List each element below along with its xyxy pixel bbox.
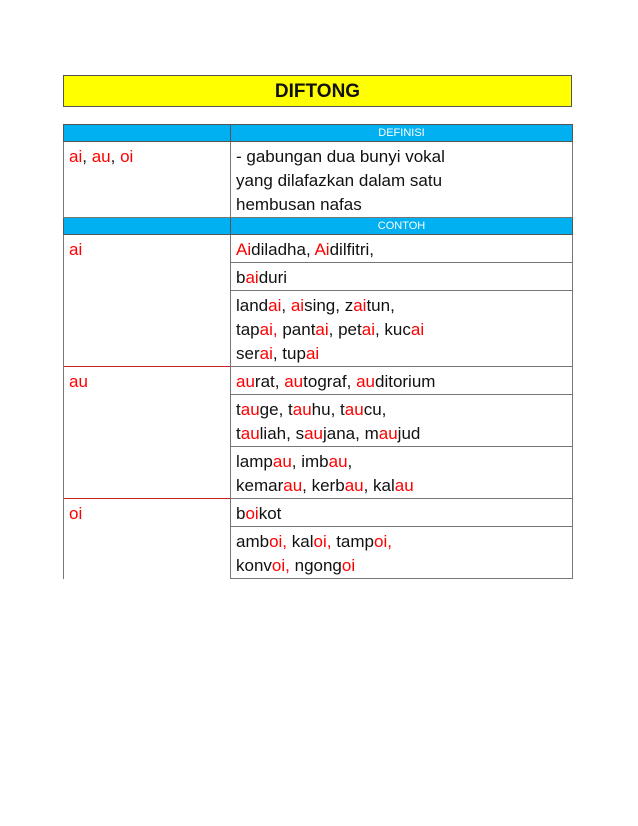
- term-au: au: [91, 147, 111, 166]
- word-part: konv: [236, 556, 272, 575]
- word-part: tograf,: [303, 372, 357, 391]
- word-part: land: [236, 296, 269, 315]
- diphthong: oi: [245, 504, 259, 523]
- example-cell: [231, 291, 573, 367]
- diphthong: ai: [305, 344, 320, 363]
- word-part: sing, z: [304, 296, 354, 315]
- example-line: [236, 474, 567, 498]
- definition-term: [64, 142, 231, 218]
- word-part: jud: [397, 424, 421, 443]
- word-part: kal: [287, 532, 314, 551]
- word-part: dilfitri,: [329, 240, 374, 259]
- diphthong: ai: [290, 296, 305, 315]
- word-part: duri: [258, 268, 288, 287]
- term-ai: ai: [69, 147, 83, 166]
- diphthong: oi,: [374, 532, 392, 551]
- word-part: b: [236, 268, 246, 287]
- word-part: diladha,: [251, 240, 315, 259]
- word-part: tap: [236, 320, 260, 339]
- word-part: b: [236, 504, 246, 523]
- example-cell: [231, 395, 573, 447]
- header-blank-cell: [64, 218, 231, 235]
- diphthong: au: [272, 452, 292, 471]
- diphthong: Ai: [236, 240, 252, 259]
- term-sep: ,: [82, 147, 92, 166]
- label-text: oi: [69, 504, 83, 523]
- diphthong: au: [344, 400, 364, 419]
- example-line: [236, 398, 567, 422]
- word-part: t: [236, 400, 241, 419]
- example-line: [236, 318, 567, 342]
- diphthong: au: [304, 424, 323, 443]
- word-part: , imb: [291, 452, 329, 471]
- diphthong: au: [292, 400, 312, 419]
- word-part: ,: [347, 452, 353, 471]
- definition-line: yang dilafazkan dalam satu: [236, 171, 443, 190]
- diphthong: ai: [361, 320, 375, 339]
- diphthong: oi,: [269, 532, 288, 551]
- example-cell: [231, 499, 573, 527]
- example-label-au: [64, 367, 231, 499]
- diphthong: Ai: [314, 240, 330, 259]
- example-line: [236, 502, 567, 526]
- example-line: [236, 370, 567, 394]
- page-title: DIFTONG: [63, 75, 572, 107]
- diphthong: au: [394, 476, 414, 495]
- definisi-header: DEFINISI: [231, 125, 573, 142]
- word-part: tamp: [331, 532, 375, 551]
- example-line: [236, 238, 567, 262]
- diphthong: ai: [410, 320, 425, 339]
- diphthong: au: [328, 452, 348, 471]
- definition-line: - gabungan dua bunyi vokal: [236, 147, 445, 166]
- word-part: pant: [277, 320, 316, 339]
- example-line: [236, 294, 567, 318]
- example-cell: [231, 527, 573, 579]
- diphthong: ai,: [259, 320, 278, 339]
- example-row-oi: [64, 499, 573, 527]
- word-part: , tup: [272, 344, 306, 363]
- diphthong: oi,: [271, 556, 290, 575]
- label-text: ai: [69, 240, 83, 259]
- word-part: ,: [281, 296, 291, 315]
- example-label-ai: [64, 235, 231, 367]
- diphthong: au: [240, 400, 260, 419]
- diphthong: oi: [341, 556, 356, 575]
- example-row-au: [64, 367, 573, 395]
- term-sep: ,: [110, 147, 121, 166]
- word-part: kot: [258, 504, 282, 523]
- diphthong: au: [283, 476, 303, 495]
- diphthong: au: [378, 424, 398, 443]
- definition-line: hembusan nafas: [236, 195, 362, 214]
- example-cell: [231, 367, 573, 395]
- example-line: [236, 530, 567, 554]
- definition-text: [231, 142, 573, 218]
- example-line: [236, 450, 567, 474]
- word-part: ge, t: [259, 400, 293, 419]
- word-part: cu,: [363, 400, 387, 419]
- diphthong: ai: [245, 268, 259, 287]
- example-line: [236, 266, 567, 290]
- diphthong: au: [236, 372, 255, 391]
- word-part: amb: [236, 532, 270, 551]
- word-part: lamp: [236, 452, 273, 471]
- word-part: ditorium: [374, 372, 436, 391]
- diftong-table: [63, 124, 573, 579]
- example-cell: [231, 235, 573, 263]
- contoh-header: CONTOH: [231, 218, 573, 235]
- diphthong: oi,: [313, 532, 332, 551]
- word-part: , kal: [363, 476, 395, 495]
- label-text: au: [69, 372, 88, 391]
- diphthong: ai: [353, 296, 367, 315]
- example-cell: [231, 447, 573, 499]
- definition-row: [64, 142, 573, 218]
- word-part: tun,: [366, 296, 395, 315]
- definisi-header-row: [64, 125, 573, 142]
- word-part: hu, t: [311, 400, 345, 419]
- word-part: ser: [236, 344, 260, 363]
- word-part: , kuc: [374, 320, 411, 339]
- word-part: liah, s: [259, 424, 305, 443]
- diphthong: ai: [315, 320, 329, 339]
- example-line: [236, 342, 567, 366]
- word-part: , kerb: [302, 476, 345, 495]
- word-part: t: [236, 424, 241, 443]
- example-label-oi: [64, 499, 231, 579]
- header-blank-cell: [64, 125, 231, 142]
- word-part: jana, m: [323, 424, 379, 443]
- contoh-header-row: [64, 218, 573, 235]
- term-oi: oi: [120, 147, 134, 166]
- example-row-ai: [64, 235, 573, 263]
- word-part: , pet: [328, 320, 362, 339]
- word-part: ngong: [289, 556, 342, 575]
- example-line: [236, 422, 567, 446]
- diphthong: ai: [259, 344, 273, 363]
- diphthong: au: [240, 424, 260, 443]
- diphthong: ai: [268, 296, 282, 315]
- example-cell: [231, 263, 573, 291]
- word-part: rat,: [254, 372, 285, 391]
- diphthong: au: [284, 372, 304, 391]
- diphthong: au: [356, 372, 375, 391]
- word-part: kemar: [236, 476, 284, 495]
- example-line: [236, 554, 567, 578]
- diphthong: au: [344, 476, 364, 495]
